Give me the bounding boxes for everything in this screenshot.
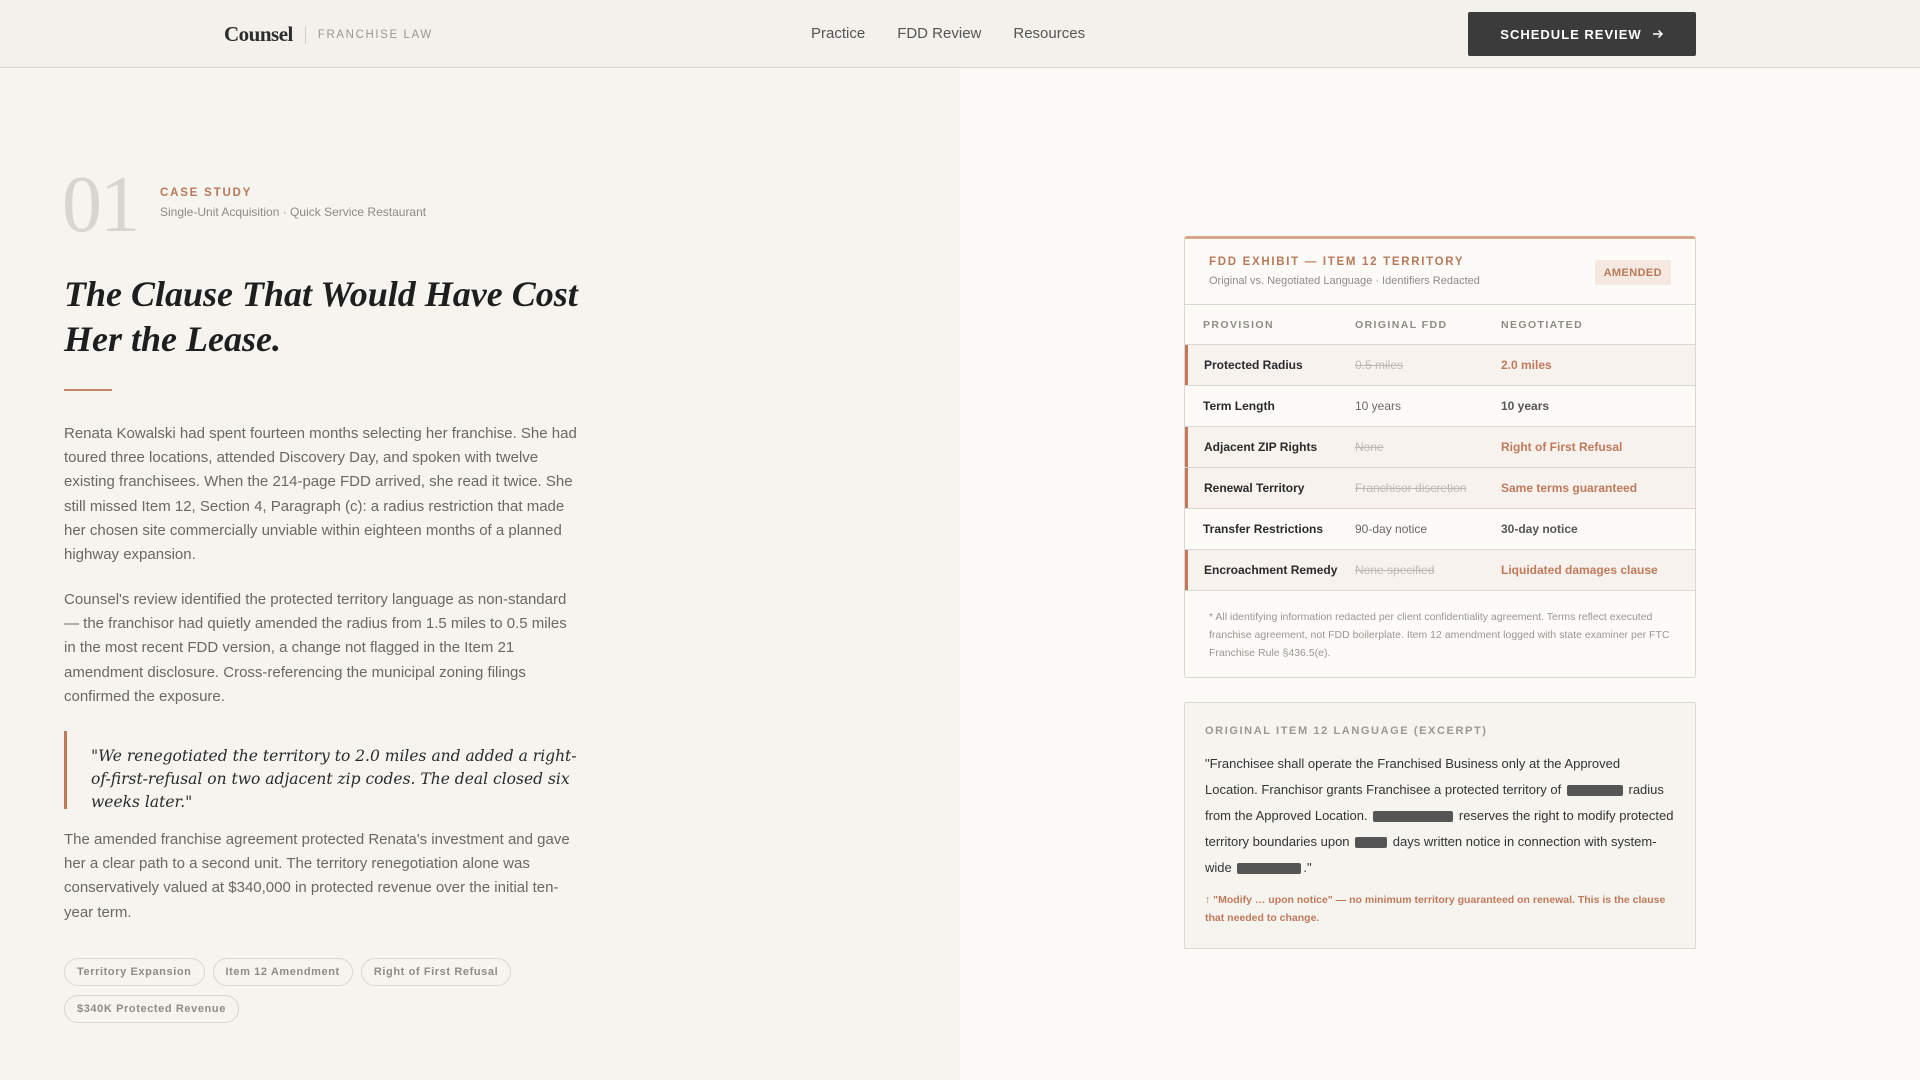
provision-cell: Adjacent ZIP Rights <box>1204 440 1318 454</box>
negotiated-cell: 10 years <box>1501 399 1550 413</box>
provision-cell: Term Length <box>1203 399 1275 413</box>
tag-right-of-first-refusal[interactable]: Right of First Refusal <box>361 958 511 986</box>
original-language-excerpt <box>1184 702 1696 949</box>
case-subtitle: Single-Unit Acquisition · Quick Service Restaurant <box>160 205 427 219</box>
original-cell: 10 years <box>1355 399 1402 413</box>
provision-cell: Encroachment Remedy <box>1204 563 1338 577</box>
provision-cell: Renewal Territory <box>1204 481 1305 495</box>
original-cell: None specified <box>1355 563 1435 577</box>
excerpt-segment: radius from the Approved Location. <box>1205 782 1664 823</box>
nav-practice[interactable]: Practice <box>811 25 866 42</box>
redaction-bar <box>1567 785 1623 796</box>
fdd-exhibit-card <box>1184 236 1696 678</box>
exhibit-header <box>1185 239 1695 305</box>
redaction-bar <box>1373 811 1453 822</box>
nav-fdd-review[interactable]: FDD Review <box>897 25 982 42</box>
table-row <box>1185 509 1695 550</box>
amended-badge: AMENDED <box>1595 260 1671 285</box>
nav-resources[interactable]: Resources <box>1013 25 1086 42</box>
client-quote: "We renegotiated the territory to 2.0 miles and added a right-of-first-refusal on two adjacent zip codes. The deal closed six weeks later." <box>64 731 582 809</box>
column-provision: PROVISION <box>1203 318 1274 331</box>
tag-list <box>64 958 584 1023</box>
provision-cell: Protected Radius <box>1204 358 1303 372</box>
exhibit-footnote: * All identifying information redacted per client confidentiality agreement. Terms reflect executed franchise agreement, not FDD boilerplate. Item 12 amendment logged with state examiner per FTC Franchise Rule §436.5(e). <box>1209 611 1670 659</box>
title-accent-rule <box>64 389 112 391</box>
excerpt-segment: "Franchisee shall operate the Franchised Business only at the Approved Location. Franchisor grants Franchisee a protected territory of <box>1205 756 1621 797</box>
case-paragraph-2: Counsel's review identified the protected territory language as non-standard — the franchisor had quietly amended the radius from 1.5 miles to 0.5 miles in the most recent FDD version, a change not flagged in the Item 21 amendment disclosure. Cross-referencing the municipal zoning filings confirmed the exposure. <box>64 591 567 705</box>
tag-protected-revenue[interactable]: $340K Protected Revenue <box>64 995 239 1023</box>
case-paragraph-1: Renata Kowalski had spent fourteen months selecting her franchise. She had toured three locations, attended Discovery Day, and spoken with twelve existing franchisees. When the 214-page FDD arrived, she read it twice. She still missed Item 12, Section 4, Paragraph (c): a radius restriction that made her chosen site commercially unviable within eighteen months of a planned highway expansion. <box>64 425 577 564</box>
table-row <box>1185 345 1695 386</box>
negotiated-cell: 2.0 miles <box>1501 358 1552 372</box>
redaction-bar <box>1355 837 1387 848</box>
column-negotiated: NEGOTIATED <box>1501 318 1584 331</box>
table-row <box>1185 550 1695 591</box>
exhibit-title: FDD EXHIBIT — ITEM 12 TERRITORY <box>1209 256 1465 268</box>
brand-logo[interactable]: Counsel <box>224 22 293 46</box>
table-header <box>1185 305 1695 345</box>
brand[interactable] <box>224 22 433 47</box>
case-study-panel <box>0 69 960 1080</box>
original-cell: 0.5 miles <box>1355 358 1404 372</box>
tag-item-12-amendment[interactable]: Item 12 Amendment <box>213 958 353 986</box>
excerpt-label: ORIGINAL ITEM 12 LANGUAGE (EXCERPT) <box>1205 725 1488 737</box>
excerpt-segment: reserves the right to modify protected territory boundaries upon <box>1205 808 1674 849</box>
original-cell: None <box>1355 440 1384 454</box>
table-row <box>1185 386 1695 427</box>
original-cell: 90-day notice <box>1355 522 1428 536</box>
table-row <box>1185 468 1695 509</box>
negotiated-cell: Same terms guaranteed <box>1501 481 1638 495</box>
column-original: ORIGINAL FDD <box>1355 318 1448 331</box>
exhibit-subtitle: Original vs. Negotiated Language · Identifiers Redacted <box>1209 275 1480 287</box>
excerpt-annotation: ↑ "Modify … upon notice" — no minimum territory guaranteed on renewal. This is the clause that needed to change. <box>1205 894 1666 924</box>
provision-cell: Transfer Restrictions <box>1203 522 1324 536</box>
case-paragraph-3: The amended franchise agreement protected Renata's investment and gave her a clear path to a second unit. The territory renegotiation alone was conservatively valued at $340,000 in protected revenue over the initial ten-year term. <box>64 831 570 921</box>
site-header <box>0 0 1920 68</box>
excerpt-text <box>1205 751 1675 881</box>
negotiated-cell: Right of First Refusal <box>1501 440 1623 454</box>
excerpt-segment: days written notice in connection with system-wide <box>1205 834 1657 875</box>
arrow-right-icon <box>1652 28 1664 40</box>
tag-territory-expansion[interactable]: Territory Expansion <box>64 958 205 986</box>
negotiated-cell: Liquidated damages clause <box>1501 563 1658 577</box>
negotiated-cell: 30-day notice <box>1501 522 1578 536</box>
brand-divider <box>305 26 306 44</box>
original-cell: Franchisor discretion <box>1355 481 1467 495</box>
main-nav <box>811 25 1085 42</box>
schedule-review-button[interactable] <box>1468 12 1696 56</box>
case-title: The Clause That Would Have Cost Her the Lease. <box>64 274 578 359</box>
case-number: 01 <box>62 161 138 249</box>
table-row <box>1185 427 1695 468</box>
schedule-review-label: SCHEDULE REVIEW <box>1500 26 1642 42</box>
brand-tagline: FRANCHISE LAW <box>317 28 433 41</box>
redaction-bar <box>1237 863 1301 874</box>
excerpt-segment: ." <box>1303 860 1312 875</box>
case-label: CASE STUDY <box>160 187 253 199</box>
